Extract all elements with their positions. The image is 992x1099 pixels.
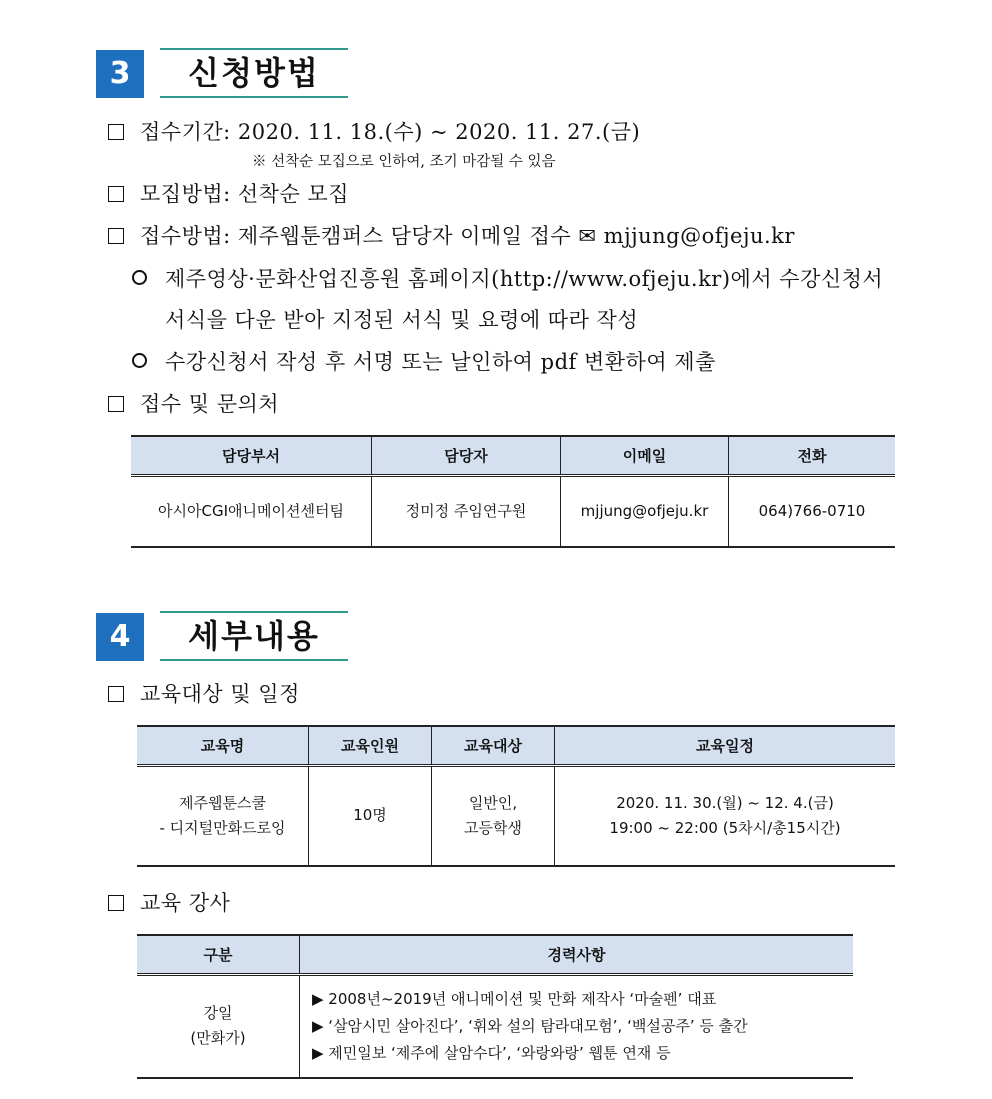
table-header: 경력사항: [300, 935, 854, 974]
career-item: ▶ ‘살암시민 살아진다’, ‘휘와 설의 탐라대모험’, ‘백설공주’ 등 출간: [312, 1016, 748, 1035]
checkbox-square-icon: [108, 186, 124, 202]
table-row: [131, 475, 895, 547]
checkbox-square-icon: [108, 228, 124, 244]
bullet-1: [132, 263, 883, 293]
target-cell: [432, 765, 555, 866]
target-line-1: 일반인,: [468, 793, 518, 812]
contact-heading-line: [108, 388, 279, 418]
period-line: [108, 116, 640, 146]
circle-bullet-icon: [132, 270, 147, 285]
phone-cell: 064)766-0710: [729, 475, 896, 547]
schedule-table: [137, 725, 895, 867]
schedule-dates: 2020. 11. 30.(월) ~ 12. 4.(금): [616, 793, 834, 812]
instructor-name: 강일: [203, 1004, 233, 1023]
section-4-number: 4: [96, 613, 144, 661]
checkbox-square-icon: [108, 895, 124, 911]
period-label: 접수기간: 2020. 11. 18.(수) ~ 2020. 11. 27.(금): [140, 120, 641, 144]
circle-bullet-icon: [132, 353, 147, 368]
table-header: 교육명: [137, 726, 309, 765]
table-header: 이메일: [561, 436, 729, 475]
target-line-2: 고등학생: [464, 818, 522, 837]
department-cell: 아시아CGI애니메이션센터팀: [131, 475, 372, 547]
table-header-row: [137, 726, 895, 765]
table-header: 교육일정: [555, 726, 896, 765]
contact-table: [131, 435, 895, 548]
count-cell: 10명: [309, 765, 432, 866]
checkbox-square-icon: [108, 686, 124, 702]
schedule-heading: 교육대상 및 일정: [140, 682, 300, 706]
bullet-2: [132, 346, 716, 376]
checkbox-square-icon: [108, 124, 124, 140]
recruit-method: 모집방법: 선착순 모집: [140, 182, 349, 206]
email-cell[interactable]: mjjung@ofjeju.kr: [561, 475, 729, 547]
table-header: 교육인원: [309, 726, 432, 765]
schedule-heading-line: [108, 678, 300, 708]
course-cell: [137, 765, 309, 866]
table-header: 전화: [729, 436, 896, 475]
contact-heading: 접수 및 문의처: [140, 392, 280, 416]
bullet-1-line-2: 서식을 다운 받아 지정된 서식 및 요령에 따라 작성: [165, 308, 639, 332]
table-row: [137, 974, 853, 1078]
course-subtitle: - 디지털만화드로잉: [159, 818, 286, 837]
schedule-times: 19:00 ~ 22:00 (5차시/총15시간): [609, 818, 841, 837]
table-header: 담당부서: [131, 436, 372, 475]
submit-line: [108, 220, 795, 250]
table-header-row: [137, 935, 853, 974]
table-header-row: [131, 436, 895, 475]
bullet-2-text: 수강신청서 작성 후 서명 또는 날인하여 pdf 변환하여 제출: [165, 350, 716, 374]
submit-method: 접수방법: 제주웹툰캠퍼스 담당자 이메일 접수 ✉ mjjung@ofjeju.kr: [140, 224, 795, 248]
recruit-line: [108, 178, 349, 208]
manager-cell: 정미정 주임연구원: [372, 475, 561, 547]
career-item: ▶ 2008년~2019년 애니메이션 및 만화 제작사 ‘마술펜’ 대표: [312, 989, 717, 1008]
career-item: ▶ 제민일보 ‘제주에 살암수다’, ‘와랑와랑’ 웹툰 연재 등: [312, 1043, 671, 1062]
bullet-1-line-1: 제주영상·문화산업진흥원 홈페이지(http://www.ofjeju.kr)에서 수강신청서: [165, 267, 884, 291]
table-header: 담당자: [372, 436, 561, 475]
schedule-cell: [555, 765, 896, 866]
instructor-heading: 교육 강사: [140, 891, 231, 915]
instructor-role: (만화가): [190, 1029, 246, 1048]
section-3-title: 신청방법: [160, 48, 348, 98]
period-note: ※ 선착순 모집으로 인하여, 조기 마감될 수 있음: [252, 154, 556, 170]
instructor-heading-line: [108, 887, 230, 917]
instructor-table: [137, 934, 853, 1079]
career-cell: [300, 974, 854, 1078]
section-3-number: 3: [96, 50, 144, 98]
instructor-name-cell: [137, 974, 300, 1078]
checkbox-square-icon: [108, 396, 124, 412]
table-header: 구분: [137, 935, 300, 974]
course-name: 제주웹툰스쿨: [179, 793, 266, 812]
section-4-title: 세부내용: [160, 611, 348, 661]
table-header: 교육대상: [432, 726, 555, 765]
table-row: [137, 765, 895, 866]
